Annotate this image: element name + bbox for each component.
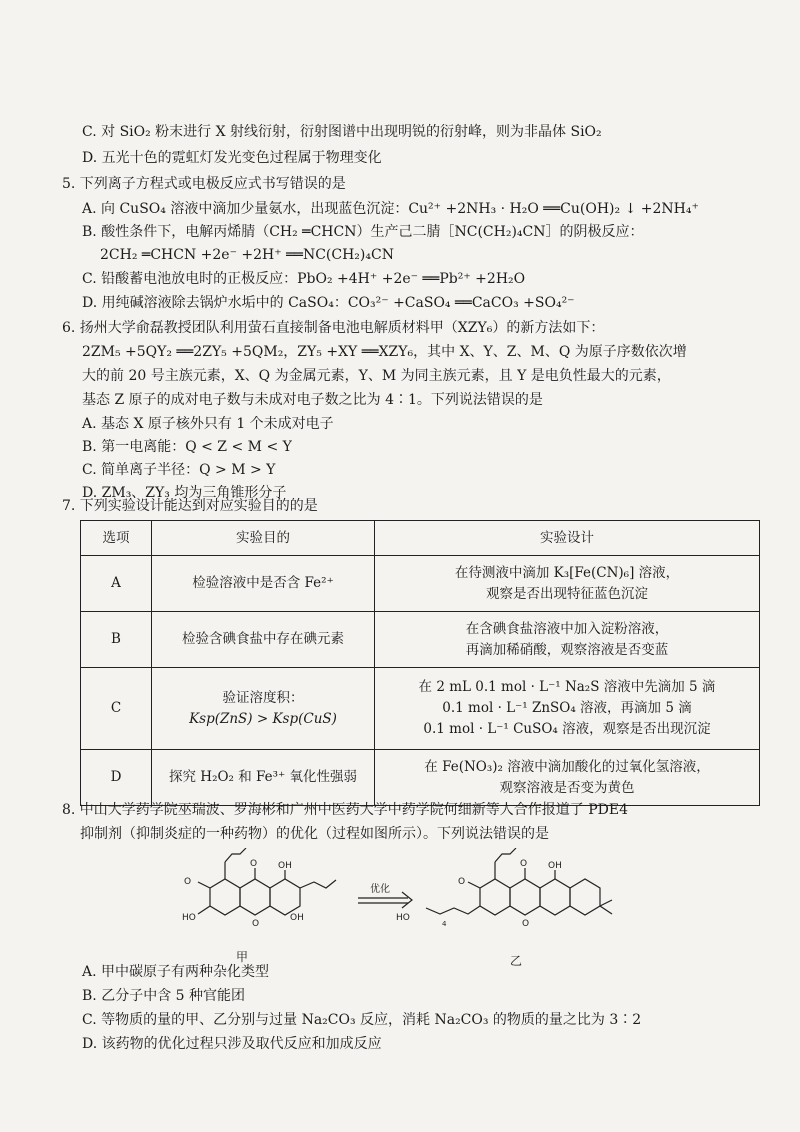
q4-option-d: D. 五光十色的霓虹灯发光变色过程属于物理变化 bbox=[82, 150, 382, 166]
row-purpose bbox=[152, 556, 375, 612]
arrow-label: 优化 bbox=[370, 884, 390, 895]
q4-option-c: C. 对 SiO₂ 粉末进行 X 射线衍射，衍射图谱中出现明锐的衍射峰，则为非晶体 SiO₂ bbox=[82, 124, 602, 140]
q6-stem-3: 大的前 20 号主族元素，X、Q 为金属元素，Y、M 为同主族元素，且 Y 是电负性最大的元素， bbox=[82, 368, 671, 384]
atom-label: OH bbox=[290, 913, 304, 923]
yi-ring-left bbox=[480, 879, 510, 915]
q6-option-a: A. 基态 X 原子核外只有 1 个未成对电子 bbox=[82, 416, 334, 432]
atom-label: HO bbox=[396, 913, 410, 923]
atom-label: HO bbox=[182, 913, 196, 923]
row-purpose bbox=[152, 668, 375, 750]
row-design bbox=[375, 612, 760, 668]
q6-option-d: D. ZM₃、ZY₃ 均为三角锥形分子 bbox=[82, 485, 287, 501]
purpose-line: 检验溶液中是否含 Fe²⁺ bbox=[192, 575, 334, 591]
design-line: 在 Fe(NO₃)₂ 溶液中滴加酸化的过氧化氢溶液， bbox=[424, 758, 710, 775]
q8-option-d: D. 该药物的优化过程只涉及取代反应和加成反应 bbox=[82, 1036, 382, 1052]
purpose-line: 探究 H₂O₂ 和 Fe³⁺ 氧化性强弱 bbox=[169, 769, 357, 785]
row-purpose bbox=[152, 750, 375, 806]
q8-option-a: A. 甲中碳原子有两种杂化类型 bbox=[82, 964, 270, 980]
purpose-line: 检验含碘食盐中存在碘元素 bbox=[182, 631, 344, 647]
q8-stem-1: 8. 中山大学药学院巫瑞波、罗海彬和广州中医药大学中药学院何细新等人合作报道了 PDE4 bbox=[62, 802, 629, 818]
design-line: 在含碘食盐溶液中加入淀粉溶液， bbox=[465, 620, 669, 637]
atom-label: O bbox=[522, 919, 530, 929]
jia-ring-center bbox=[240, 879, 270, 915]
q5-option-b-equation: 2CH₂ ═CHCN +2e⁻ +2H⁺ ══NC(CH₂)₄CN bbox=[100, 247, 394, 263]
q5-option-a: A. 向 CuSO₄ 溶液中滴加少量氨水，出现蓝色沉淀：Cu²⁺ +2NH₃ · H₂O ══Cu(OH)₂ ↓ +2NH₄⁺ bbox=[82, 201, 699, 217]
row-option: B bbox=[81, 612, 152, 668]
design-line: 0.1 mol · L⁻¹ CuSO₄ 溶液，观察是否出现沉淀 bbox=[423, 721, 711, 737]
table-row bbox=[81, 668, 760, 750]
table-row bbox=[81, 612, 760, 668]
q6-stem-2: 2ZM₅ +5QY₂ ══2ZY₅ +5QM₂，ZY₅ +XY ══XZY₆，其中 X、Y、Z、M、Q 为原子序数依次增 bbox=[82, 344, 687, 360]
table-row bbox=[81, 750, 760, 806]
design-line: 在 2 mL 0.1 mol · L⁻¹ Na₂S 溶液中先滴加 5 滴 bbox=[418, 679, 716, 695]
row-design bbox=[375, 668, 760, 750]
atom-label: O bbox=[520, 859, 528, 869]
jia-ring-right bbox=[270, 879, 300, 915]
design-line: 再滴加稀硝酸，观察溶液是否变蓝 bbox=[465, 641, 669, 658]
table-row bbox=[81, 556, 760, 612]
q5-option-d: D. 用纯碱溶液除去锅炉水垢中的 CaSO₄：CO₃²⁻ +CaSO₄ ══CaCO₃ +SO₄²⁻ bbox=[82, 295, 575, 311]
atom-label: 4 bbox=[442, 920, 447, 928]
row-design bbox=[375, 556, 760, 612]
table-header-purpose: 实验目的 bbox=[152, 521, 375, 556]
q8-option-c: C. 等物质的量的甲、乙分别与过量 Na₂CO₃ 反应，消耗 Na₂CO₃ 的物质的量之比为 3∶2 bbox=[82, 1012, 642, 1028]
yi-ring-pyran bbox=[570, 879, 600, 915]
purpose-line: Ksp(ZnS) > Ksp(CuS) bbox=[189, 710, 337, 727]
q8-stem-2: 抑制剂（抑制炎症的一种药物）的优化（过程如图所示）。下列说法错误的是 bbox=[80, 826, 549, 842]
atom-label: OH bbox=[548, 861, 562, 871]
design-line: 0.1 mol · L⁻¹ ZnSO₄ 溶液，再滴加 5 滴 bbox=[442, 700, 692, 716]
label-yi: 乙 bbox=[510, 954, 523, 968]
row-design bbox=[375, 750, 760, 806]
design-line: 在待测液中滴加 K₃[Fe(CN)₆] 溶液， bbox=[454, 564, 680, 581]
yi-ring-right bbox=[540, 879, 570, 915]
row-purpose bbox=[152, 612, 375, 668]
q7-stem: 7. 下列实验设计能达到对应实验目的的是 bbox=[62, 498, 318, 514]
atom-label: O bbox=[458, 877, 466, 887]
atom-label: O bbox=[252, 919, 260, 929]
row-option: C bbox=[81, 668, 152, 750]
structure-figure bbox=[180, 848, 650, 968]
design-line: 观察是否出现特征蓝色沉淀 bbox=[486, 585, 648, 602]
jia-ring-left bbox=[210, 879, 240, 915]
atom-label: O bbox=[184, 877, 192, 887]
row-option: D bbox=[81, 750, 152, 806]
table-header-design: 实验设计 bbox=[375, 521, 760, 556]
q5-stem: 5. 下列离子方程式或电极反应式书写错误的是 bbox=[62, 176, 346, 192]
table-header-option: 选项 bbox=[81, 521, 152, 556]
q5-option-c: C. 铅酸蓄电池放电时的正极反应：PbO₂ +4H⁺ +2e⁻ ══Pb²⁺ +2H₂O bbox=[82, 271, 526, 287]
experiment-table bbox=[80, 520, 760, 806]
design-line: 观察溶液是否变为黄色 bbox=[499, 779, 635, 796]
q6-stem-1: 6. 扬州大学俞磊教授团队利用萤石直接制备电池电解质材料甲（XZY₆）的新方法如下： bbox=[62, 320, 605, 336]
q6-stem-4: 基态 Z 原子的成对电子数与未成对电子数之比为 4∶1。下列说法错误的是 bbox=[82, 392, 543, 408]
q5-option-b: B. 酸性条件下，电解丙烯腈（CH₂ ═CHCN）生产己二腈［NC(CH₂)₄CN］的阴极反应： bbox=[82, 224, 644, 240]
atom-label: OH bbox=[278, 861, 292, 871]
yi-ring-center bbox=[510, 879, 540, 915]
row-option: A bbox=[81, 556, 152, 612]
molecule-diagram bbox=[180, 848, 650, 968]
q8-option-b: B. 乙分子中含 5 种官能团 bbox=[82, 988, 245, 1004]
label-jia: 甲 bbox=[236, 950, 249, 964]
q6-option-b: B. 第一电离能：Q < Z < M < Y bbox=[82, 439, 292, 455]
purpose-line: 验证溶度积： bbox=[222, 689, 304, 706]
atom-label: O bbox=[250, 859, 258, 869]
q6-option-c: C. 简单离子半径：Q > M > Y bbox=[82, 462, 276, 478]
